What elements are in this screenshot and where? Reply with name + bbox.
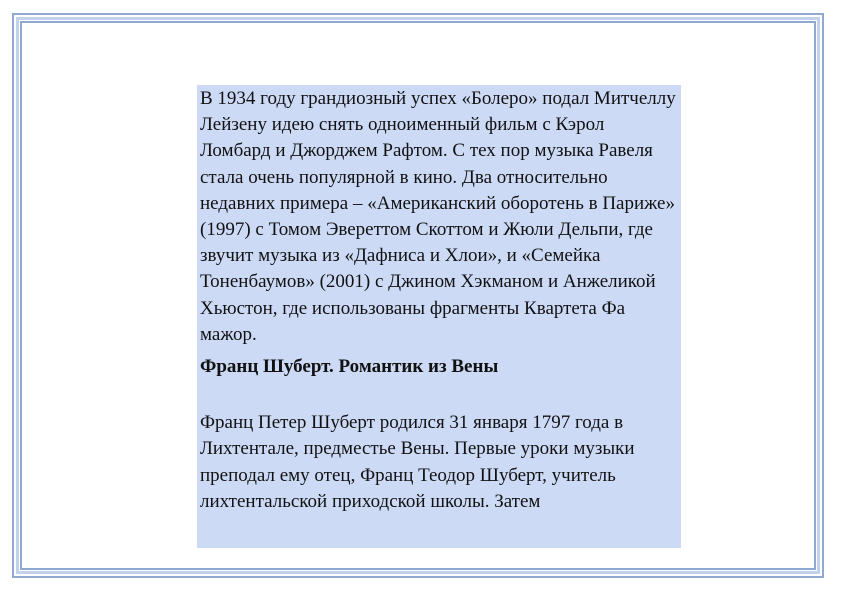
paragraph-bolero: В 1934 году грандиозный успех «Болеро» подал Митчеллу Лейзену идею снять одноименный фильм с Кэрол Ломбард и Джорджем Рафтом. С тех пор музыка Равеля стала очень популярной в кино. Два относительно недавних примера – «Американский оборотень в Париже» (1997) с Томом Эвереттом Скоттом и Жюли Дельпи, где звучит музыка из «Дафниса и Хлои», и «Семейка Тоненбаумов» (2001) с Джином Хэкманом и Анжеликой Хьюстон, где использованы фрагменты Квартета Фа мажор. (200, 88, 676, 345)
text-block (197, 85, 681, 548)
section-heading: Франц Шуберт. Романтик из Вены (200, 356, 499, 378)
paragraph-schubert: Франц Петер Шуберт родился 31 января 1797 года в Лихтентале, предместье Вены. Первые уроки музыки преподал ему отец, Франц Теодор Шуберт, учитель лихтентальской приходской школы. Затем (200, 412, 635, 512)
